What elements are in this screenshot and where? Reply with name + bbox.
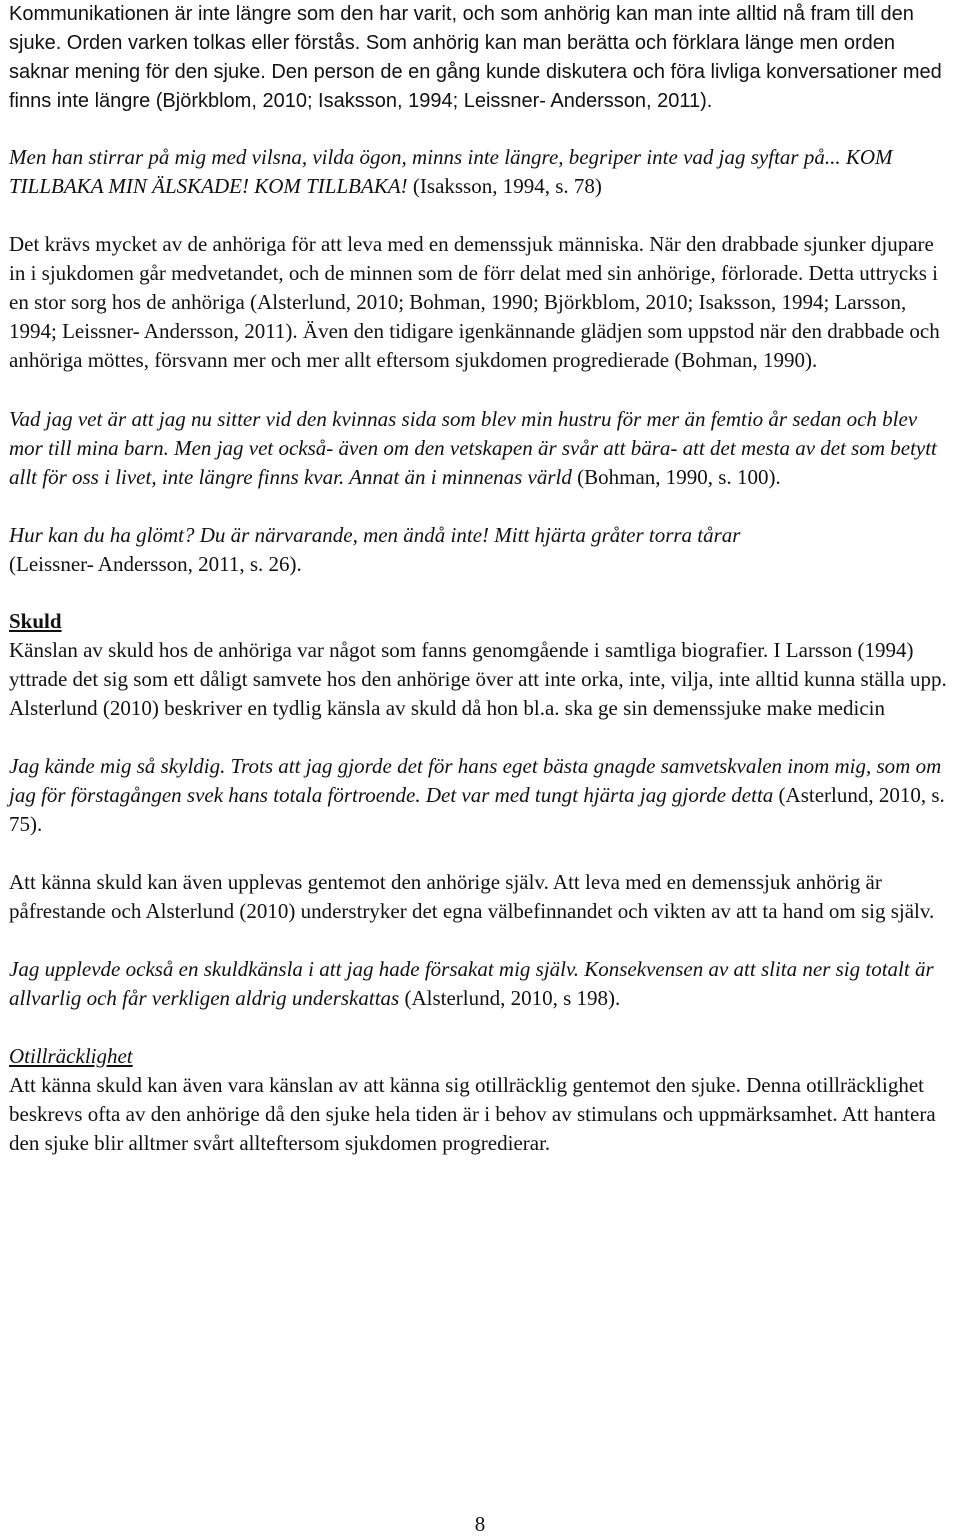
quote-reference: (Asterlund, 2010, s. 75). — [9, 783, 945, 836]
paragraph-inadequacy: Att känna skuld kan även vara känslan av att känna sig otillräcklig gentemot den sjuke. Denna otillräcklighet beskrevs ofta av den anhörige då den sjuke hela tiden är i behov av stimulans och uppmärksamhet. Att hantera den sjuke blir alltmer svårt allteftersom sjukdomen progredierar. — [9, 1073, 936, 1155]
heading-text: Otillräcklighet — [9, 1044, 133, 1068]
quote-reference: (Isaksson, 1994, s. 78) — [407, 174, 602, 198]
paragraph-grief: Det krävs mycket av de anhöriga för att leva med en demenssjuk människa. När den drabbade sjunker djupare in i sjukdomen går medvetandet, och de minnen som de förr delat med sin anhörige, förlorade. Detta uttrycks i en stor sorg hos de anhöriga (Alsterlund, 2010; Bohman, 1990; Björkblom, 2010; Isaksson, 1994; Larsson, 1994; Leissner- Andersson, 2011). Även den tidigare igenkännande glädjen som uppstod när den drabbade och anhöriga möttes, försvann mer och mer allt eftersom sjukdomen progredierade (Bohman, 1990). — [9, 232, 940, 372]
quote-text: Jag upplevde också en skuldkänsla i att jag hade försakat mig själv. Konsekvensen av att slita ner sig totalt är allvarlig och får verkligen aldrig underskattas — [9, 957, 934, 1010]
paragraph-self-guilt: Att känna skuld kan även upplevas gentemot den anhörige själv. Att leva med en demenssjuk anhörig är påfrestande och Alsterlund (2010) understryker det egna välbefinnandet och vikten av att ta hand om sig själv. — [9, 870, 935, 923]
quote-reference: (Leissner- Andersson, 2011, s. 26). — [9, 552, 302, 576]
quote-isaksson — [9, 143, 954, 201]
quote-leissner — [9, 521, 954, 579]
quote-text: Hur kan du ha glömt? Du är närvarande, men ändå inte! Mitt hjärta gråter torra tårar — [9, 523, 741, 547]
quote-text: Men han stirrar på mig med vilsna, vilda ögon, minns inte längre, begriper inte vad jag syftar på... KOM TILLBAKA MIN ÄLSKADE! KOM TILLBAKA! — [9, 145, 893, 198]
paragraph-communication: Kommunikationen är inte längre som den har varit, och som anhörig kan man inte alltid nå fram till den sjuke. Orden varken tolkas eller förstås. Som anhörig kan man berätta och förklara länge men orden saknar mening för den sjuke. Den person de en gång kunde diskutera och föra livliga konversationer med finns inte längre (Björkblom, 2010; Isaksson, 1994; Leissner- Andersson, 2011). — [9, 3, 942, 112]
quote-reference: (Bohman, 1990, s. 100). — [571, 465, 781, 489]
quote-alsterlund — [9, 955, 954, 1013]
quote-text: Vad jag vet är att jag nu sitter vid den kvinnas sida som blev min hustru för mer än femtio år sedan och blev mor till mina barn. Men jag vet också- även om den vetskapen är svår att bära- att det mesta av det som betytt allt för oss i livet, inte längre finns kvar. Annat än i minnenas värld — [9, 407, 937, 489]
quote-reference: (Alsterlund, 2010, s 198). — [399, 986, 621, 1010]
quote-asterlund — [9, 752, 954, 839]
heading-otillracklighet — [9, 1042, 954, 1071]
heading-skuld — [9, 607, 954, 636]
heading-text: Skuld — [9, 609, 62, 633]
paragraph-guilt: Känslan av skuld hos de anhöriga var något som fanns genomgående i samtliga biografier. I Larsson (1994) yttrade det sig som ett dåligt samvete hos den anhörige över att inte orka, inte, vilja, inte alltid kunna ställa upp. Alsterlund (2010) beskriver en tydlig känsla av skuld då hon bl.a. ska ge sin demenssjuke make medicin — [9, 638, 947, 720]
quote-bohman — [9, 405, 954, 492]
document-page — [9, 0, 954, 1158]
quote-text: Jag kände mig så skyldig. Trots att jag gjorde det för hans eget bästa gnagde samvetskvalen inom mig, som om jag för förstagången svek hans totala förtroende. Det var med tungt hjärta jag gjorde detta — [9, 754, 942, 807]
page-number: 8 — [474, 1512, 486, 1536]
